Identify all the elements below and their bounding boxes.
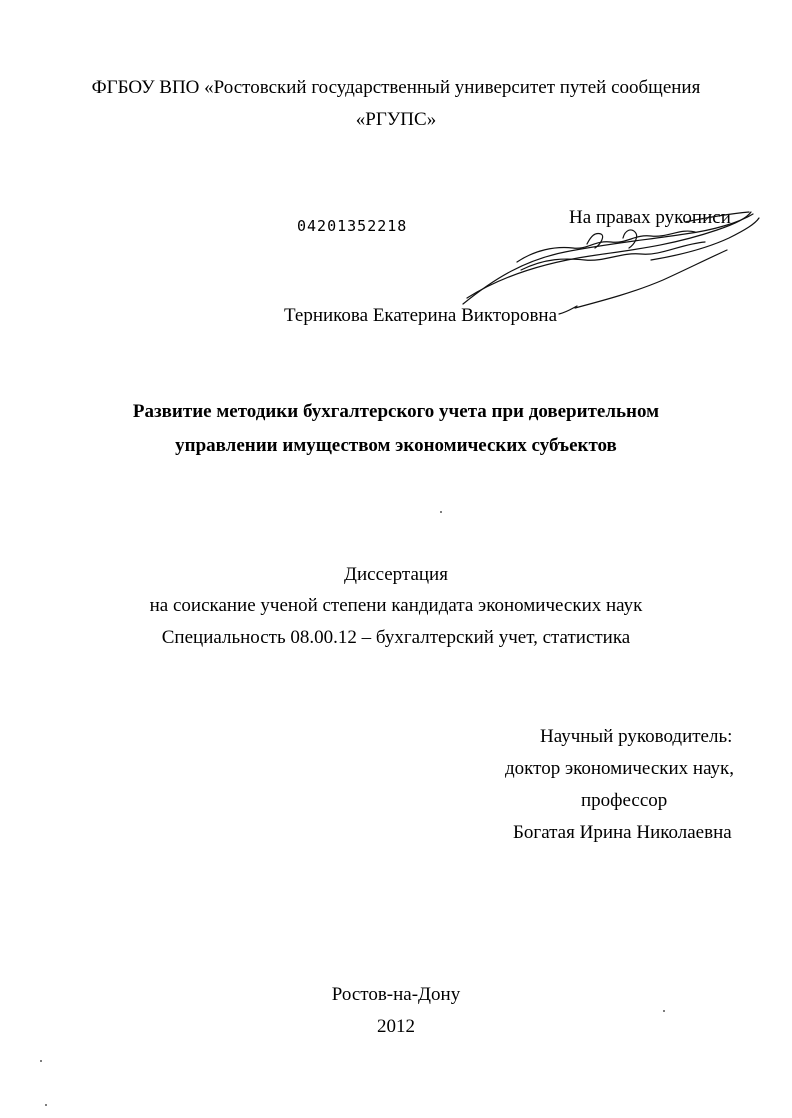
degree-line: на соискание ученой степени кандидата экономических наук (149, 595, 643, 616)
city: Ростов-на-Дону (331, 984, 461, 1005)
supervisor-name: Богатая Ирина Николаевна (513, 822, 732, 843)
dissertation-title-line-2: управлении имуществом экономических субъектов (175, 435, 617, 456)
scan-speck (45, 1104, 47, 1106)
dissertation-title-line-1: Развитие методики бухгалтерского учета при доверительном (132, 401, 660, 422)
dissertation-type: Диссертация (344, 564, 448, 585)
year: 2012 (377, 1016, 415, 1037)
scan-speck (663, 1010, 665, 1012)
registration-number: 04201352218 (297, 217, 408, 235)
supervisor-label: Научный руководитель: (540, 726, 733, 747)
specialty-line: Специальность 08.00.12 – бухгалтерский учет, статистика (161, 627, 631, 648)
scan-speck (440, 511, 442, 513)
institution-line-1: ФГБОУ ВПО «Ростовский государственный университет путей сообщения (91, 77, 701, 98)
supervisor-rank: профессор (581, 790, 668, 811)
author-name: Терникова Екатерина Викторовна (284, 305, 558, 326)
supervisor-degree: доктор экономических наук, (505, 758, 735, 779)
scan-speck (40, 1060, 42, 1062)
manuscript-note: На правах рукописи (569, 207, 731, 228)
institution-line-2: «РГУПС» (355, 109, 437, 130)
